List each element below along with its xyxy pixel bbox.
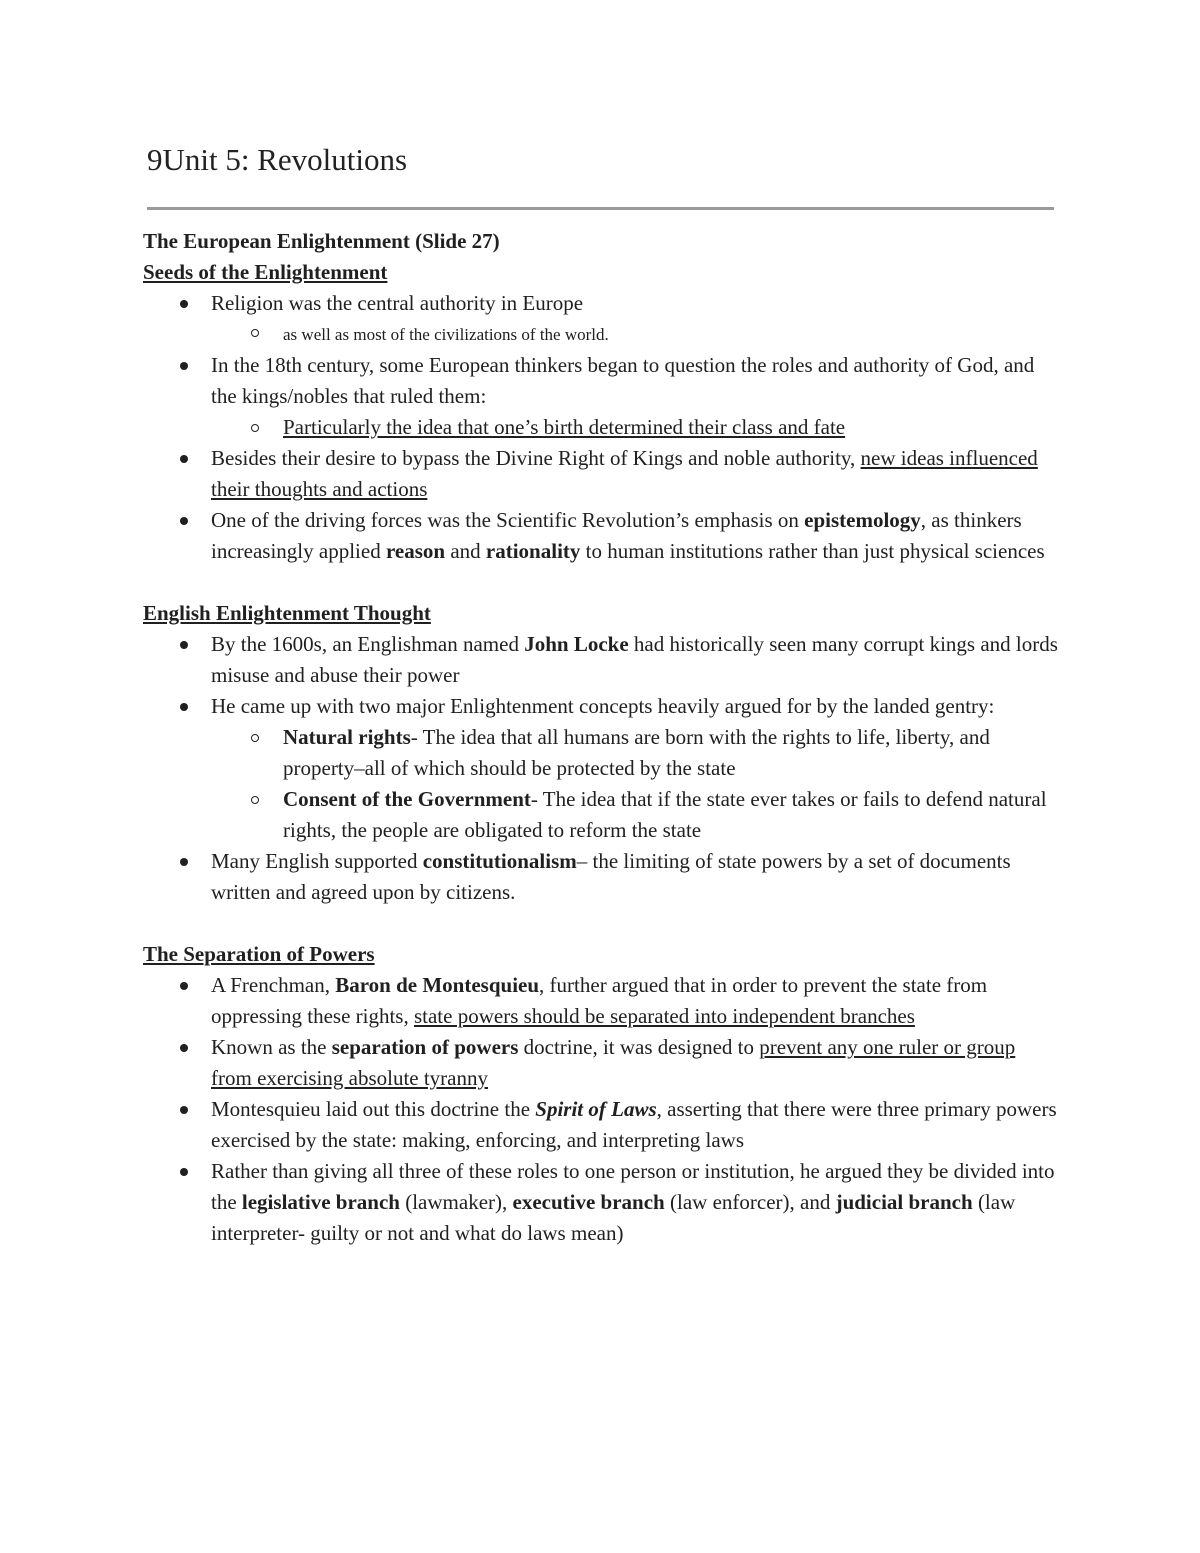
bullet-text: (law interpreter- guilty or not and what do laws mean) <box>211 1190 1016 1245</box>
bullet-text: Many English supported <box>211 849 423 873</box>
list-item <box>143 846 1058 908</box>
bullet-text: (law enforcer), and <box>664 1190 836 1214</box>
list-item <box>143 629 1058 691</box>
bold-term: executive branch <box>512 1190 665 1214</box>
bold-term: legislative branch <box>241 1190 400 1214</box>
list-item <box>143 970 1058 1032</box>
bold-term: judicial branch <box>835 1190 973 1214</box>
list-item <box>143 288 1058 350</box>
bullet-text: (lawmaker), <box>399 1190 513 1214</box>
sub-list-item <box>143 722 1058 784</box>
bold-term: Natural rights <box>283 725 411 749</box>
bullet-list-separation <box>143 970 1058 1249</box>
list-item <box>143 1094 1058 1156</box>
bullet-list-english <box>143 629 1058 908</box>
bold-term: constitutionalism <box>422 849 577 873</box>
bold-term: reason <box>385 539 446 563</box>
document-body <box>143 226 1058 1249</box>
sub-list-item <box>143 784 1058 846</box>
list-item <box>143 350 1058 443</box>
bullet-text: had historically seen many corrupt kings and lords misuse and abuse their power <box>211 632 1058 687</box>
sub-list <box>211 319 1058 350</box>
underlined-text: prevent any one ruler or group from exercising absolute tyranny <box>211 1035 1016 1090</box>
bold-term: Consent of the Government <box>283 787 531 811</box>
sub-bullet-text: - The idea that all humans are born with the rights to life, liberty, and property–all of which should be protected by the state <box>283 725 990 780</box>
bullet-text: , asserting that there were three primary powers exercised by the state: making, enforcing, and interpreting laws <box>211 1097 1057 1152</box>
sub-list <box>211 722 1058 846</box>
bullet-text: One of the driving forces was the Scientific Revolution’s emphasis on <box>211 508 805 532</box>
bullet-text: Rather than giving all three of these roles to one person or institution, he argued they be divided into the <box>211 1159 1055 1214</box>
bullet-text: Besides their desire to bypass the Divine Right of Kings and noble authority, <box>211 446 861 470</box>
underlined-text: Particularly the idea that one’s birth determined their class and fate <box>283 415 846 439</box>
bullet-text: – the limiting of state powers by a set of documents written and agreed upon by citizens. <box>211 849 1011 904</box>
list-item <box>143 691 1058 846</box>
bullet-text: Known as the <box>211 1035 332 1059</box>
main-heading: The European Enlightenment (Slide 27) <box>143 229 500 253</box>
sub-list-item <box>143 412 1058 443</box>
bullet-text: Religion was the central authority in Europe <box>211 291 584 315</box>
sub-bullet-text: as well as most of the civilizations of the world. <box>283 325 609 344</box>
underlined-text: state powers should be separated into independent branches <box>413 1004 915 1028</box>
page-title: 9Unit 5: Revolutions <box>147 142 408 177</box>
list-item <box>143 443 1058 505</box>
title-divider <box>147 207 1054 210</box>
bold-term: John Locke <box>524 632 629 656</box>
bullet-text: In the 18th century, some European thinkers began to question the roles and authority of God, and the kings/nobles that ruled them: <box>211 353 1035 408</box>
bullet-text: , further argued that in order to prevent the state from oppressing these rights, <box>211 973 988 1028</box>
sub-bullet-text: - The idea that if the state ever takes or fails to defend natural rights, the people are obligated to reform the state <box>283 787 1047 842</box>
sub-list-item <box>143 319 1058 350</box>
bullet-text: Montesquieu laid out this doctrine the <box>211 1097 536 1121</box>
section-heading-english: English Enlightenment Thought <box>143 601 431 625</box>
bullet-text: doctrine, it was designed to <box>518 1035 760 1059</box>
bold-term: rationality <box>485 539 581 563</box>
bullet-text: He came up with two major Enlightenment concepts heavily argued for by the landed gentry: <box>211 694 995 718</box>
bullet-text: to human institutions rather than just physical sciences <box>580 539 1045 563</box>
bold-term: Baron de Montesquieu <box>335 973 540 997</box>
sub-list <box>211 412 1058 443</box>
bullet-text: and <box>445 539 486 563</box>
section-heading-seeds: Seeds of the Enlightenment <box>143 260 388 284</box>
book-title: Spirit of Laws <box>535 1097 657 1121</box>
bold-term: epistemology <box>804 508 921 532</box>
section-heading-separation: The Separation of Powers <box>143 942 375 966</box>
underlined-text: new ideas influenced their thoughts and actions <box>211 446 1038 501</box>
list-item <box>143 1032 1058 1094</box>
list-item <box>143 505 1058 567</box>
list-item <box>143 1156 1058 1249</box>
bold-term: separation of powers <box>331 1035 519 1059</box>
bullet-text: , as thinkers increasingly applied <box>211 508 1022 563</box>
bullet-text: By the 1600s, an Englishman named <box>211 632 525 656</box>
bullet-text: A Frenchman, <box>211 973 336 997</box>
bullet-list-seeds <box>143 288 1058 567</box>
